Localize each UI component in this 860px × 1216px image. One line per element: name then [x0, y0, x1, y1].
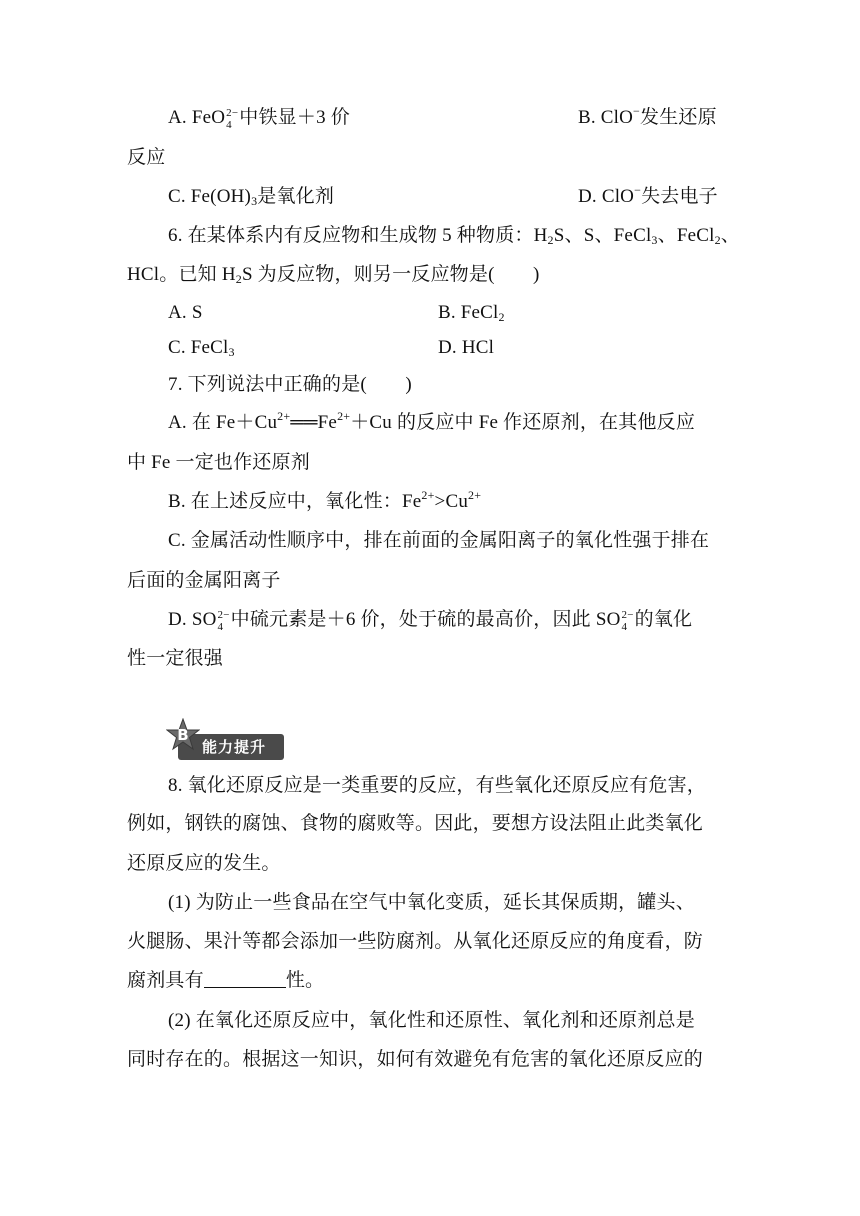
- q5-c-text: C. Fe(OH): [168, 186, 252, 207]
- q6-option-c: C. FeCl$_3$: [168, 337, 235, 359]
- q7-option-b: B. 在上述反应中，氧化性：$Fe^{2+}>Cu^{2+}$: [168, 488, 482, 512]
- badge-label: 能力提升: [202, 738, 267, 756]
- badge-letter: B: [177, 726, 189, 744]
- q8-part2-line1: (2) 在氧化还原反应中，氧化性和还原性、氧化剂和还原剂总是: [168, 1010, 695, 1031]
- answer-blank[interactable]: [204, 969, 286, 988]
- q7-option-a-line1: A. 在 $Fe+Cu^{2+}══Fe^{2+}+Cu$ 的反应中 Fe 作还原剂，在其他反应: [168, 409, 696, 433]
- q5-d-text-end: 失去电子: [641, 186, 718, 207]
- q7-stem: 7. 下列说法中正确的是( ): [168, 374, 412, 395]
- q5-c-sub: 3: [251, 194, 258, 208]
- q7-option-c-line2: 后面的金属阳离子: [127, 570, 281, 591]
- q8-line3: 还原反应的发生。: [127, 853, 281, 874]
- q5-d-charge: −: [634, 183, 642, 197]
- q7-option-a-line2: 中 Fe 一定也作还原剂: [127, 452, 310, 473]
- q5-b-text: B. ClO: [578, 107, 634, 128]
- q5-a-text-end: 中铁显＋3 价: [239, 107, 350, 128]
- sulfate-charge: 2− 4: [226, 106, 239, 131]
- q5-a-text: A. FeO: [168, 107, 226, 128]
- q8-part1-line2: 火腿肠、果汁等都会添加一些防腐剂。从氧化还原反应的角度看，防: [127, 931, 704, 952]
- q8-part1-line3: 腐剂具有 性。: [127, 970, 325, 991]
- q5-c-text-end: 是氧化剂: [257, 186, 335, 207]
- q7-option-c-line1: C. 金属活动性顺序中，排在前面的金属阳离子的氧化性强于排在: [168, 530, 710, 551]
- q6-stem-line1: 6. 在某体系内有反应物和生成物 5 种物质：$H_2S$、S、FeCl$_3$、FeCl$_2$、: [168, 225, 740, 247]
- q7-option-d-line2: 性一定很强: [127, 648, 224, 669]
- q5-b-charge: −: [633, 104, 641, 118]
- q7-option-d-line1: D. SO 2− 4 中硫元素是＋6 价，处于硫的最高价，因此 SO 2− 4 的氧化: [168, 608, 693, 633]
- q5-option-a: [168, 106, 350, 131]
- q8-line2: 例如，钢铁的腐蚀、食物的腐败等。因此，要想方设法阻止此类氧化: [127, 813, 704, 834]
- q5-option-b: [578, 106, 717, 130]
- q8-line1: 8. 氧化还原反应是一类重要的反应，有些氧化还原反应有危害，: [168, 775, 707, 796]
- q8-part2-line2: 同时存在的。根据这一知识，如何有效避免有危害的氧化还原反应的: [127, 1049, 704, 1070]
- q6-option-a: A. S: [168, 302, 203, 323]
- q5-d-text: D. ClO: [578, 186, 635, 207]
- q6-option-d: D. HCl: [438, 337, 495, 358]
- q6-stem-line2: HCl。已知 $H_2S$ 为反应物，则另一反应物是( ): [127, 264, 540, 286]
- section-badge: [166, 718, 286, 762]
- q8-part1-line1: (1) 为防止一些食品在空气中氧化变质，延长其保质期，罐头、: [168, 892, 695, 913]
- q6-option-b: B. FeCl$_2$: [438, 302, 505, 324]
- q5-option-b-cont: 反应: [127, 147, 166, 168]
- q5-option-d: [578, 185, 718, 209]
- q5-option-c: [168, 185, 334, 209]
- q5-b-text-end: 发生还原: [640, 107, 717, 128]
